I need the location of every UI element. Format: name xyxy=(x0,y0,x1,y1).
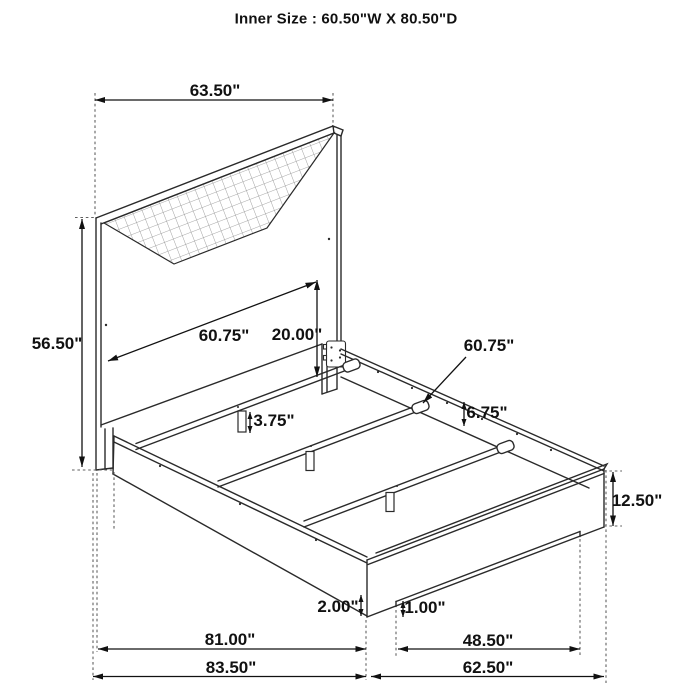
quilted-panel xyxy=(104,133,334,264)
diagram-title: Inner Size : 60.50"W X 80.50"D xyxy=(234,10,458,28)
dim-headboard-width: 63.50" xyxy=(189,81,241,100)
dim-headboard-panel-width: 60.75" xyxy=(198,326,250,345)
extension-lines xyxy=(72,93,622,683)
slats xyxy=(136,358,515,527)
dim-headboard-height: 56.50" xyxy=(31,334,83,353)
bed-structure xyxy=(96,126,607,617)
dim-headboard-panel-height: 20.00" xyxy=(271,325,323,344)
footboard xyxy=(367,464,607,617)
dim-overall-depth: 83.50" xyxy=(205,658,257,677)
leader-slat-length xyxy=(423,357,466,403)
slat-leg xyxy=(386,493,394,512)
dim-footboard-width: 62.50" xyxy=(462,658,514,677)
dim-side-rail-height: 6.75" xyxy=(466,403,508,422)
dim-footboard-recess-height: 1.00" xyxy=(404,598,446,617)
dim-footboard-foot-height: 2.00" xyxy=(317,597,359,616)
slat-leg xyxy=(306,452,314,471)
dim-slat-leg-height: 3.75" xyxy=(253,411,295,430)
dim-slat-length: 60.75" xyxy=(463,336,515,355)
dim-footboard-recess-width: 48.50" xyxy=(462,631,514,650)
dim-side-rail-length: 81.00" xyxy=(204,630,256,649)
slat-leg xyxy=(238,411,246,432)
dim-line-panel-width xyxy=(108,282,316,361)
dimension-lines xyxy=(82,100,613,677)
dim-footboard-height: 12.50" xyxy=(611,491,663,510)
left-side-rail xyxy=(113,436,367,616)
